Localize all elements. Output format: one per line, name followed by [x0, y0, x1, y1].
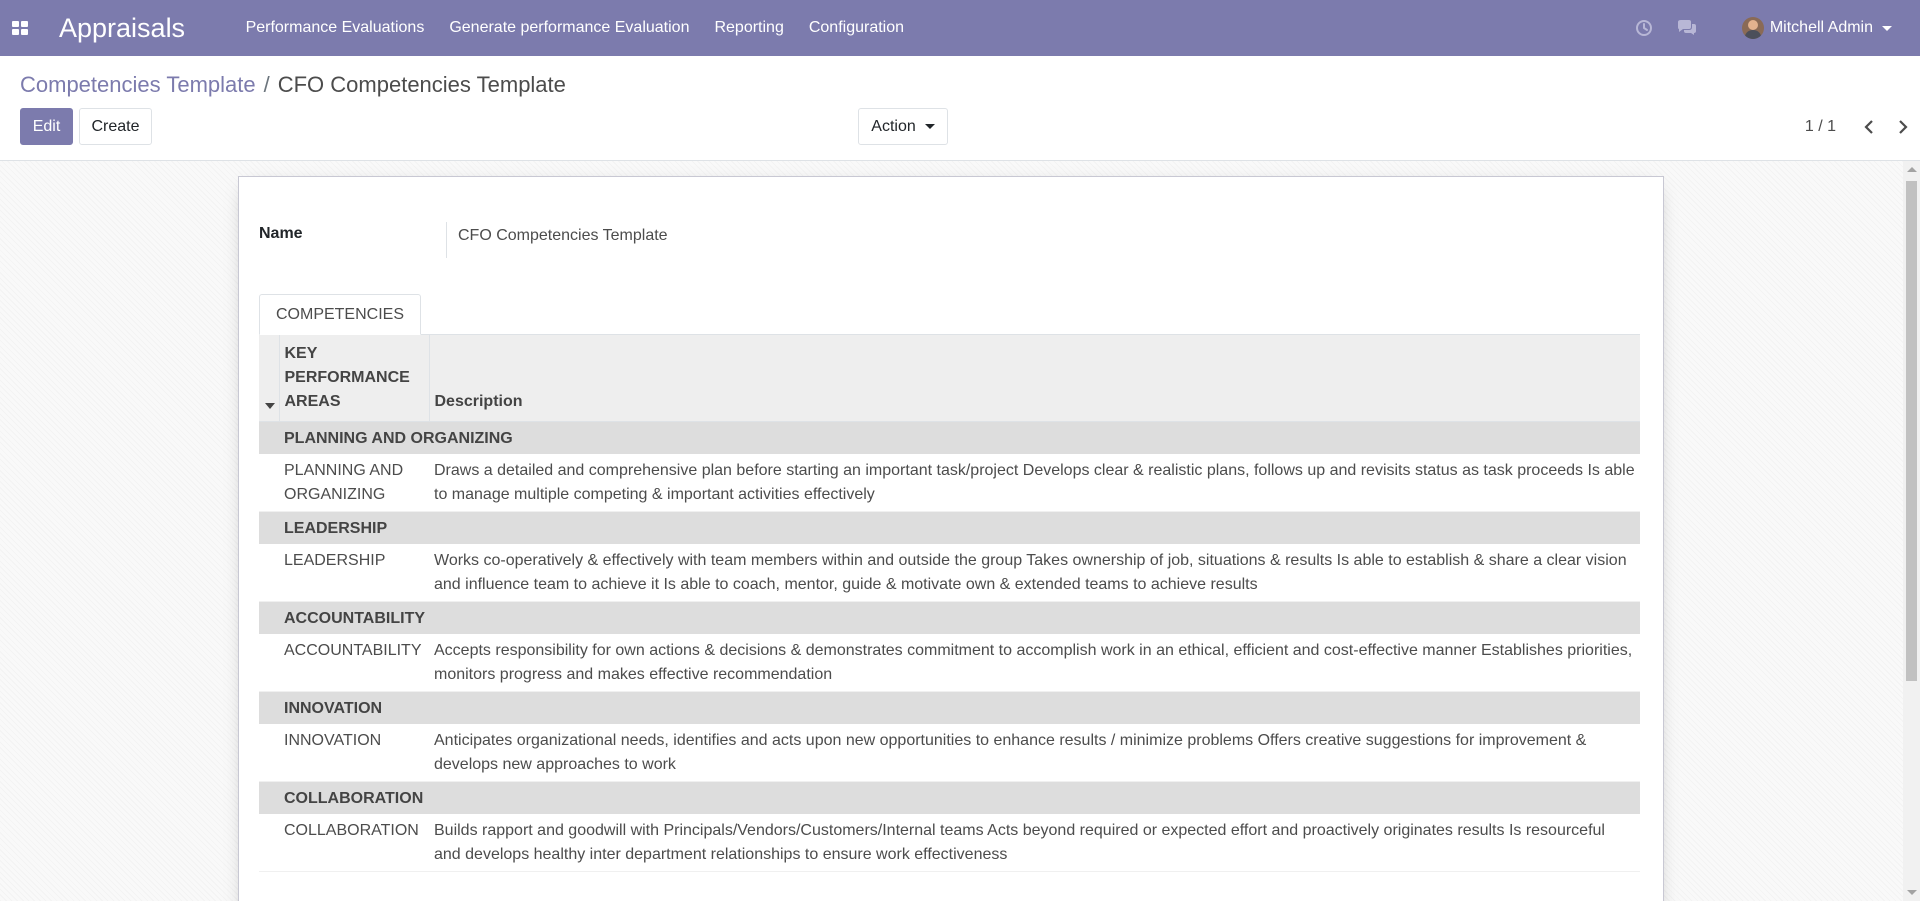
breadcrumb-separator: /	[263, 72, 270, 97]
main-menu	[233, 0, 916, 56]
description-cell: Draws a detailed and comprehensive plan before starting an important task/project Develops clear & realistic plans, follows up and revisits status as task proceeds Is able to manage multiple competing & important activities effectively	[429, 454, 1640, 512]
group-title: INNOVATION	[279, 692, 1640, 725]
breadcrumb-current: CFO Competencies Template	[277, 72, 566, 97]
table-row[interactable]	[259, 634, 1640, 692]
clock-icon[interactable]	[1632, 0, 1656, 56]
table-row[interactable]	[259, 814, 1640, 872]
kpa-cell: PLANNING AND ORGANIZING	[279, 454, 429, 512]
table-row[interactable]	[259, 724, 1640, 782]
kpa-column-header[interactable]: KEY PERFORMANCE AREAS	[279, 335, 429, 422]
chevron-right-icon[interactable]	[1886, 108, 1920, 145]
scroll-up-icon[interactable]	[1907, 167, 1917, 172]
tab-competencies[interactable]: COMPETENCIES	[259, 294, 421, 335]
description-cell: Builds rapport and goodwill with Principals/Vendors/Customers/Internal teams Acts beyond required or expected effort and proactively originates results Is resourceful and develops healthy inter department relationships to ensure work effectiveness	[429, 814, 1640, 872]
name-field-value: CFO Competencies Template	[458, 227, 668, 244]
edit-button[interactable]: Edit	[20, 108, 73, 145]
app-brand[interactable]: Appraisals	[59, 12, 186, 43]
user-menu[interactable]	[1742, 17, 1892, 39]
description-cell: Accepts responsibility for own actions & decisions & demonstrates commitment to accomplish work in an ethical, efficient and cost-effective manner Establishes priorities, monitors progress and makes effective recommendation	[429, 634, 1640, 692]
kpa-cell: ACCOUNTABILITY	[279, 634, 429, 692]
table-row[interactable]	[259, 544, 1640, 602]
chat-icon[interactable]	[1675, 0, 1699, 56]
group-title: ACCOUNTABILITY	[279, 602, 1640, 635]
sort-caret-icon	[265, 403, 275, 409]
group-row[interactable]	[259, 512, 1640, 545]
pager-value[interactable]: 1 / 1	[1804, 117, 1836, 135]
description-column-header[interactable]: Description	[429, 335, 1640, 422]
table-header-row	[259, 335, 1640, 422]
chevron-down-icon	[1882, 26, 1892, 31]
group-row[interactable]	[259, 782, 1640, 815]
user-name: Mitchell Admin	[1769, 19, 1873, 36]
control-panel	[0, 56, 1920, 161]
description-cell: Works co-operatively & effectively with team members within and outside the group Takes ownership of job, situations & results Is able to establish & share a clear vision and influence team to achieve it Is able to coach, mentor, guide & motivate own & extended teams to achieve results	[429, 544, 1640, 602]
form-view-content	[0, 161, 1920, 901]
scroll-down-icon[interactable]	[1907, 890, 1917, 895]
caret-down-icon	[925, 124, 935, 129]
group-title: LEADERSHIP	[279, 512, 1640, 545]
top-navbar	[0, 0, 1920, 56]
breadcrumb-parent-link[interactable]: Competencies Template	[20, 72, 256, 97]
systray	[1632, 0, 1920, 56]
menu-configuration[interactable]: Configuration	[808, 19, 905, 36]
kpa-cell: LEADERSHIP	[279, 544, 429, 602]
description-cell: Anticipates organizational needs, identifies and acts upon new opportunities to enhance results / minimize problems Offers creative suggestions for improvement & develops new approaches to work	[429, 724, 1640, 782]
create-button[interactable]: Create	[79, 108, 152, 145]
menu-generate-performance-evaluation[interactable]: Generate performance Evaluation	[449, 19, 690, 36]
vertical-scrollbar[interactable]	[1903, 161, 1920, 901]
group-row[interactable]	[259, 692, 1640, 725]
action-label: Action	[871, 117, 916, 135]
group-row[interactable]	[259, 422, 1640, 455]
form-sheet	[238, 176, 1664, 901]
competencies-table	[259, 335, 1640, 872]
action-dropdown-button[interactable]	[858, 108, 948, 145]
scrollbar-thumb[interactable]	[1906, 181, 1917, 681]
menu-reporting[interactable]: Reporting	[714, 19, 784, 36]
table-row[interactable]	[259, 454, 1640, 512]
pager	[1805, 108, 1920, 145]
group-title: COLLABORATION	[279, 782, 1640, 815]
group-row[interactable]	[259, 602, 1640, 635]
breadcrumb	[20, 72, 566, 98]
chevron-left-icon[interactable]	[1852, 108, 1886, 145]
sort-handle-header[interactable]	[259, 335, 279, 422]
avatar	[1742, 17, 1764, 39]
apps-grid-icon[interactable]	[0, 0, 40, 56]
kpa-cell: INNOVATION	[279, 724, 429, 782]
menu-performance-evaluations[interactable]: Performance Evaluations	[245, 19, 425, 36]
kpa-cell: COLLABORATION	[279, 814, 429, 872]
group-title: PLANNING AND ORGANIZING	[279, 422, 1640, 455]
name-field-label: Name	[259, 225, 303, 242]
field-divider	[446, 222, 447, 258]
